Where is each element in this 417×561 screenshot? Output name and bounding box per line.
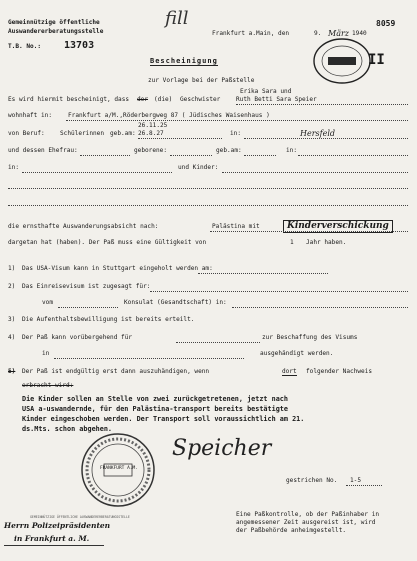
item4-num: 4) <box>8 334 16 341</box>
geb-date2: 26.8.27 <box>138 130 164 137</box>
intro-text: Es wird hiermit bescheinigt, dass <box>8 96 130 103</box>
item2b-konsulat: Konsulat (Gesandtschaft) in: <box>124 299 227 306</box>
item5-num: 5) <box>8 368 16 375</box>
seal-center: FRANKFURT A.M. <box>100 466 138 471</box>
name-line1: Erika Sara und <box>240 88 292 95</box>
item4-text-b: zur Beschaffung des Visums <box>262 334 358 341</box>
gestrichen-label: gestrichen No. <box>286 477 338 484</box>
tb-number: 13703 <box>64 40 95 51</box>
beruf-label: von Beruf: <box>8 130 45 137</box>
geborene-label: geborene: <box>134 147 168 154</box>
item3-num: 3) <box>8 316 16 323</box>
item5-dort: dort <box>282 368 297 375</box>
item5-text: Der Paß ist endgültig erst dann auszuhändigen, wenn <box>22 368 210 375</box>
pass-note-line1: Eine Paßkontrolle, ob der Paßinhaber in <box>236 511 380 518</box>
beruf-value: Schülerinnen <box>60 130 105 137</box>
item1-text: Das USA-Visum kann in Stuttgart eingeholt werden am: <box>22 265 213 272</box>
document-title: Bescheinigung <box>150 57 218 65</box>
item4b-text: ausgehändigt werden. <box>260 350 334 357</box>
document-subtitle: zur Vorlage bei der Paßstelle <box>148 77 255 84</box>
item5-erbracht: erbracht wird: <box>22 382 74 389</box>
org-line2: Auswandererberatungsstelle <box>8 28 104 35</box>
item5-text-c: folgender Nachweis <box>306 368 373 375</box>
geschwister-text: Geschwister <box>180 96 221 103</box>
ehefrau-label: und dessen Ehefrau: <box>8 147 78 154</box>
validity-value: 1 <box>290 239 294 246</box>
geb-label2: geb.am: <box>216 147 242 154</box>
item4-text: Der Paß kann vorübergehend für <box>22 334 133 341</box>
intent-text: die ernsthafte Auswanderungsabsicht nach: <box>8 223 159 230</box>
in-label2: in: <box>286 147 298 154</box>
pass-note-line2: angemessener Zeit ausgereist ist, wird <box>236 519 376 526</box>
handwritten-mark: fill <box>165 8 189 29</box>
postal-stamp-icon <box>312 36 372 86</box>
gestrichen-value: 1-5 <box>350 477 362 484</box>
validity-text: dargetan hat (haben). Der Paß muss eine Gültigkeit von <box>8 239 207 246</box>
geb-label: geb.am: <box>110 130 136 137</box>
destination: Palästina mit <box>212 223 260 230</box>
note-line3: Kinder eingeschoben werden. Der Transport soll voraussichtlich am 21. <box>22 415 305 423</box>
stamp-number: 8059 <box>376 19 396 28</box>
date-year: 1940 <box>352 30 367 37</box>
signature: Speicher <box>172 436 272 461</box>
die-text: (die) <box>154 96 173 103</box>
wohnhaft-label: wohnhaft in: <box>8 112 53 119</box>
kinder-text: Kinderverschickung <box>283 220 393 233</box>
addressee-line2: in Frankfurt a. M. <box>14 534 90 543</box>
org-line1: Gemeinnützige öffentliche <box>8 19 100 26</box>
item1-num: 1) <box>8 265 16 272</box>
pass-note-line3: der Paßbehörde anheimgestellt. <box>236 527 347 534</box>
validity-unit: Jahr haben. <box>306 239 347 246</box>
date-month: März <box>328 29 349 38</box>
geb-date1: 26.11.25 <box>138 122 168 129</box>
in-label: in: <box>230 130 242 137</box>
in-label3: in: <box>8 164 20 171</box>
date-day: 9. <box>314 30 322 37</box>
kinder-label: und Kinder: <box>178 164 219 171</box>
addressee-line1: Herrn Polizeipräsidenten <box>4 521 111 530</box>
der-text: der <box>137 96 149 103</box>
tb-label: T.B. No.: <box>8 43 42 50</box>
stamp-roman: II <box>368 52 385 68</box>
item2b-vom: vom <box>42 299 54 306</box>
item4b-in: in <box>42 350 50 357</box>
note-line1: Die Kinder sollen an Stelle von zwei zurückgetretenen, jetzt nach <box>22 395 288 403</box>
place-date: Frankfurt a.Main, den <box>212 30 290 37</box>
note-line4: ds.Mts. schon abgehen. <box>22 425 113 433</box>
name-line2: Ruth Betti Sara Speier <box>236 96 317 103</box>
item3-text: Die Aufenthaltsbewilligung ist bereits erteilt. <box>22 316 195 323</box>
seal-ring-text: GEMEINNÜTZIGE ÖFFENTLICHE AUSWANDERERBERATUNGSSTELLE <box>30 515 130 519</box>
geb-place: Hersfeld <box>300 129 336 138</box>
note-line2: USA a-uswandernde, für den Palästina-transport bereits bestätigte <box>22 405 288 413</box>
item2-text: Das Einreisevisum ist zugesagt für: <box>22 283 151 290</box>
wohnhaft-value: Frankfurt a/M.,Röderbergweg 87 ( Jüdisches Waisenhaus ) <box>68 112 270 119</box>
item2-num: 2) <box>8 283 16 290</box>
